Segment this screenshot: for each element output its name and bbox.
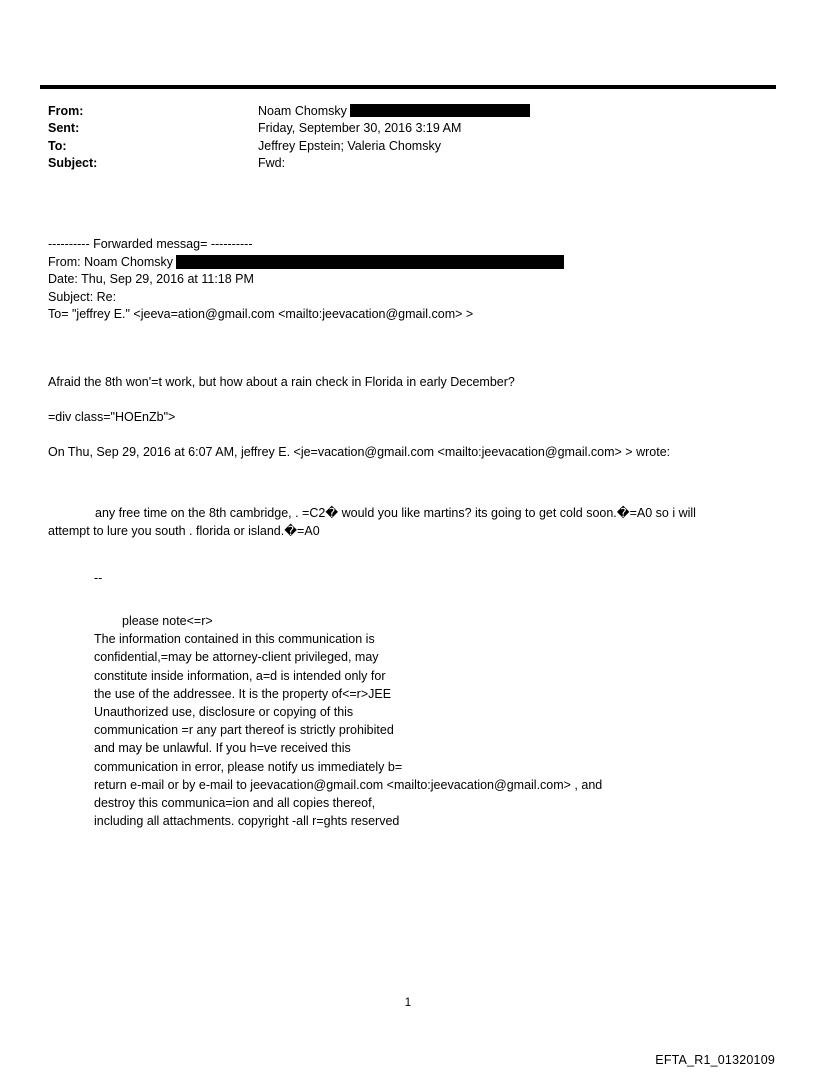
reply-text: Afraid the 8th won'=t work, but how about a rain check in Florida in early December? — [48, 375, 515, 389]
disclaimer-line: communication in error, please notify us immediately b= — [94, 759, 403, 774]
html-fragment-text: =div class="HOEnZb"> — [48, 410, 176, 424]
email-header-block — [48, 103, 776, 173]
quoted-line: any free time on the 8th cambridge, . =C2� would you like martins? its going to get cold soon.�=A0 so i will — [95, 506, 696, 520]
field-label-subject: Subject: — [48, 156, 98, 171]
disclaimer-line: confidential,=may be attorney-client privileged, may — [94, 650, 379, 665]
bates-number: EFTA_R1_01320109 — [655, 1053, 775, 1067]
forwarded-separator: ---------- Forwarded messag= ---------- — [48, 237, 253, 251]
forwarded-from-text: From: Noam Chomsky — [48, 254, 174, 269]
disclaimer-line: The information contained in this communication is — [94, 632, 375, 647]
forwarded-to-line: To= "jeffrey E." <jeeva=ation@gmail.com <mailto:jeevacation@gmail.com> > — [48, 307, 474, 322]
quote-attribution: On Thu, Sep 29, 2016 at 6:07 AM, jeffrey E. <je=vacation@gmail.com <mailto:jeevacation@gmail.com> > wrote: — [48, 445, 671, 459]
signature-divider: -- — [94, 571, 103, 585]
forwarded-subject-line: Subject: Re: — [48, 289, 117, 304]
header-field-from — [48, 103, 776, 120]
disclaimer-line: the use of the addressee. It is the property of<=r>JEE — [94, 686, 392, 701]
field-label-to: To: — [48, 138, 67, 153]
quoted-line: attempt to lure you south . florida or island.�=A0 — [48, 524, 320, 538]
disclaimer-line: return e-mail or by e-mail to jeevacation@gmail.com <mailto:jeevacation@gmail.com> , and — [94, 777, 603, 792]
field-value-to: Jeffrey Epstein; Valeria Chomsky — [258, 138, 441, 153]
quoted-message — [48, 504, 776, 540]
page-number: 1 — [404, 997, 412, 1009]
sender-name: Noam Chomsky — [258, 104, 347, 118]
redaction-bar — [176, 255, 564, 269]
legal-disclaimer — [94, 612, 776, 830]
forwarded-message-header — [48, 236, 776, 324]
disclaimer-line: communication =r any part thereof is strictly prohibited — [94, 723, 394, 738]
disclaimer-line: please note<=r> — [122, 614, 213, 628]
field-value-subject: Fwd: — [258, 156, 286, 171]
header-divider-rule — [40, 85, 776, 89]
header-field-to — [48, 138, 776, 155]
disclaimer-line: constitute inside information, a=d is intended only for — [94, 668, 386, 683]
field-value-sent: Friday, September 30, 2016 3:19 AM — [258, 121, 462, 136]
disclaimer-line: and may be unlawful. If you h=ve received this — [94, 741, 351, 756]
field-value-from — [258, 103, 530, 120]
header-field-sent — [48, 120, 776, 137]
disclaimer-line: including all attachments. copyright -all r=ghts reserved — [94, 814, 400, 829]
field-label-from: From: — [48, 104, 84, 118]
redaction-bar — [350, 104, 530, 117]
forwarded-date-line: Date: Thu, Sep 29, 2016 at 11:18 PM — [48, 272, 254, 287]
forwarded-from-line — [48, 254, 776, 272]
header-field-subject — [48, 155, 776, 172]
disclaimer-line: Unauthorized use, disclosure or copying of this — [94, 705, 354, 720]
field-label-sent: Sent: — [48, 121, 80, 136]
disclaimer-line: destroy this communica=ion and all copies thereof, — [94, 796, 376, 811]
